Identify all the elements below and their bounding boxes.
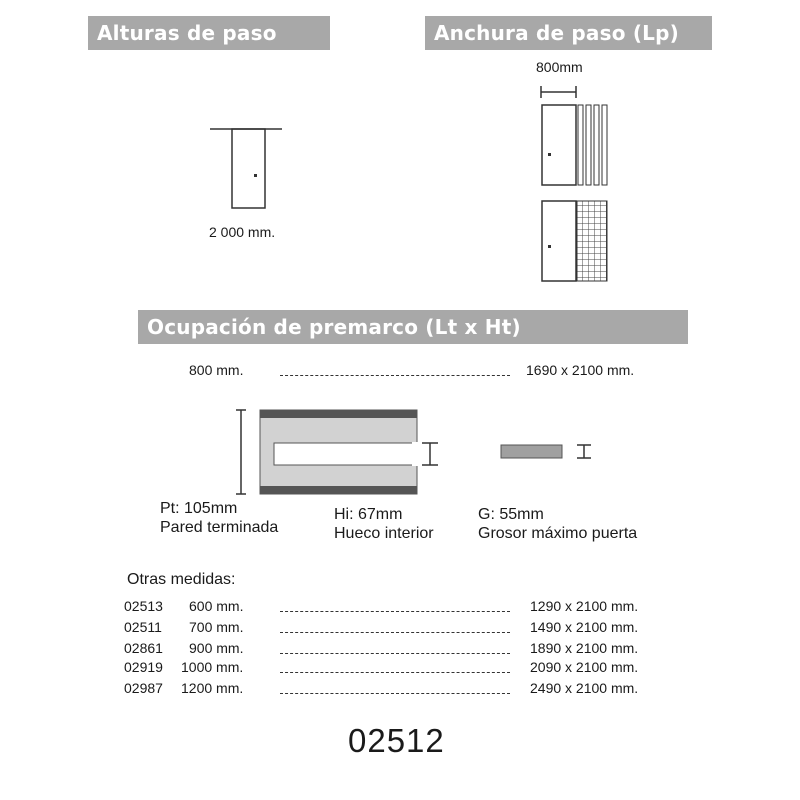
passage-width-value: 800mm bbox=[536, 59, 583, 75]
size-row-code: 02919 bbox=[124, 659, 163, 675]
size-row-width: 900 mm. bbox=[189, 640, 244, 656]
frame-header: Ocupación de premarco (Lt x Ht) bbox=[138, 310, 688, 344]
pt-desc: Pared terminada bbox=[160, 519, 279, 536]
width-door-diagram-bottom bbox=[540, 199, 615, 284]
size-row-leader bbox=[280, 653, 510, 654]
size-row-size: 2090 x 2100 mm. bbox=[530, 659, 639, 675]
size-row-width: 1200 mm. bbox=[181, 680, 244, 696]
heights-header: Alturas de paso (Hp) bbox=[88, 16, 330, 50]
frame-cross-section bbox=[232, 408, 452, 498]
size-row-leader bbox=[280, 672, 510, 673]
size-row-width: 1000 mm. bbox=[181, 659, 244, 675]
size-row-code: 02861 bbox=[124, 640, 163, 656]
size-row bbox=[0, 640, 800, 659]
size-row-size: 2490 x 2100 mm. bbox=[530, 680, 639, 696]
width-header: Anchura de paso (Lp) bbox=[425, 16, 712, 50]
size-row-width: 600 mm. bbox=[189, 598, 244, 614]
pt-label: Pt: 105mm bbox=[160, 500, 238, 517]
g-label: G: 55mm bbox=[478, 506, 544, 523]
size-row-leader bbox=[280, 611, 510, 612]
width-door-diagram-top bbox=[540, 103, 615, 188]
size-row-code: 02513 bbox=[124, 598, 163, 614]
size-row-code: 02987 bbox=[124, 680, 163, 696]
hi-label: Hi: 67mm bbox=[334, 506, 403, 523]
other-sizes-title: Otras medidas: bbox=[127, 571, 236, 588]
height-value: 2 000 mm. bbox=[209, 224, 276, 240]
size-row-size: 1490 x 2100 mm. bbox=[530, 619, 639, 635]
size-row-width: 700 mm. bbox=[189, 619, 244, 635]
main-leader-line bbox=[280, 375, 510, 376]
size-row bbox=[0, 659, 800, 678]
main-width: 800 mm. bbox=[189, 362, 244, 378]
size-row bbox=[0, 598, 800, 617]
width-dimension-marker bbox=[540, 86, 580, 100]
size-row bbox=[0, 619, 800, 638]
g-desc: Grosor máximo puerta bbox=[478, 525, 638, 542]
size-row-leader bbox=[280, 693, 510, 694]
door-thickness-diagram bbox=[500, 443, 600, 467]
main-size: 1690 x 2100 mm. bbox=[526, 362, 635, 378]
product-code: 02512 bbox=[348, 722, 445, 759]
hi-desc: Hueco interior bbox=[334, 525, 434, 542]
size-row-size: 1890 x 2100 mm. bbox=[530, 640, 639, 656]
size-row-leader bbox=[280, 632, 510, 633]
size-row bbox=[0, 680, 800, 699]
height-door-diagram bbox=[208, 125, 288, 215]
size-row-code: 02511 bbox=[124, 619, 162, 635]
size-row-size: 1290 x 2100 mm. bbox=[530, 598, 639, 614]
